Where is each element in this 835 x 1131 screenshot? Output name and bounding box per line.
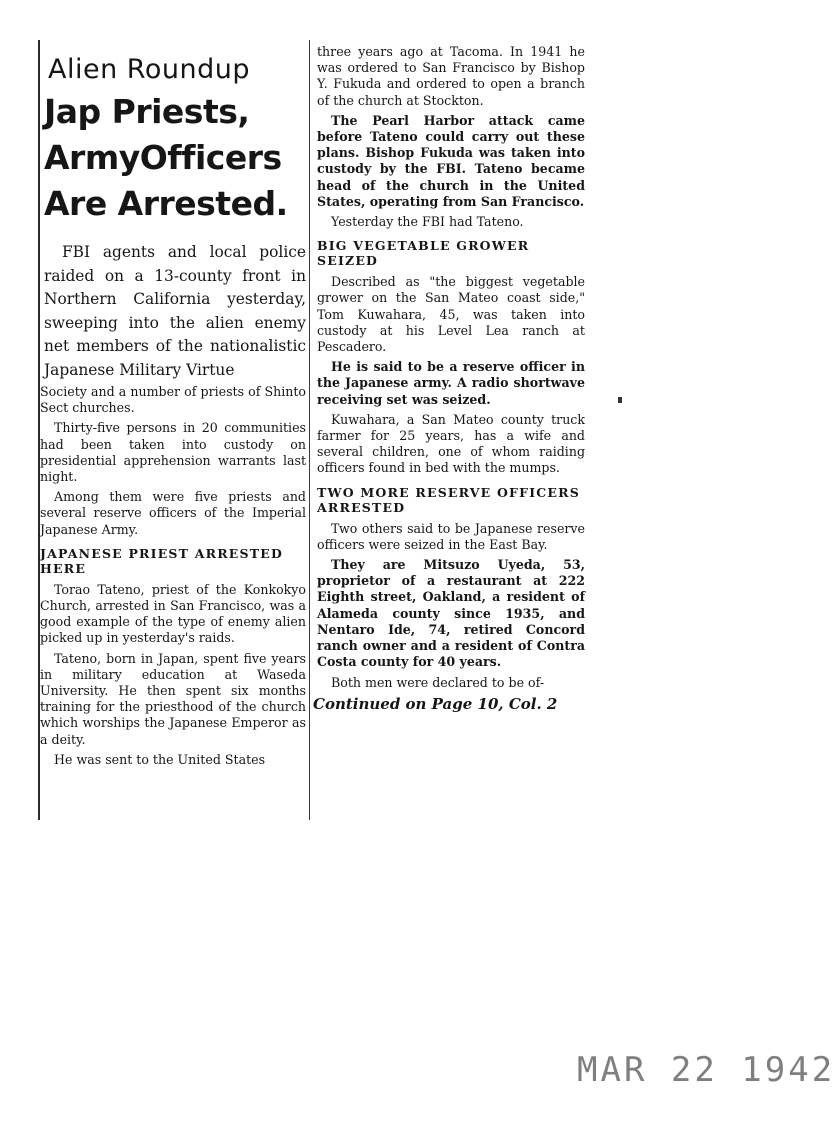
subheading-vegetable-grower: BIG VEGETABLE GROWER SEIZED xyxy=(317,238,530,269)
continuation-note: Continued on Page 10, Col. 2 xyxy=(313,694,558,713)
headline-line-3: Are Arrested. xyxy=(44,184,288,223)
ink-speck xyxy=(618,397,622,403)
headline-line-2: ArmyOfficers xyxy=(44,138,282,177)
paragraph: Torao Tateno, priest of the Konkokyo Church, arrested in San Francisco, was a good example of the type of enemy alien picked up in yesterday's raids. xyxy=(40,581,306,646)
paragraph: Both men were declared to be of- xyxy=(331,674,545,690)
headline-line-1: Jap Priests, xyxy=(44,92,250,131)
left-column xyxy=(36,40,306,772)
lead-paragraph-tail: Society and a number of priests of Shinto Sect churches. xyxy=(40,384,306,416)
paragraph: three years ago at Tacoma. In 1941 he was ordered to San Francisco by Bishop Y. Fukuda and ordered to open a branch of the church at Stockton. xyxy=(317,44,585,108)
paragraph: He was sent to the United States xyxy=(54,751,266,767)
paragraph-bold: He is said to be a reserve officer in the Japanese army. A radio shortwave receiving set was seized. xyxy=(317,359,585,407)
paragraph: Two others said to be Japanese reserve officers were seized in the East Bay. xyxy=(317,520,585,552)
paragraph: Kuwahara, a San Mateo county truck farmer for 25 years, has a wife and several children, one of whom raiding officers found in bed with the mumps. xyxy=(317,411,585,476)
headline xyxy=(44,89,306,227)
right-column xyxy=(313,44,585,713)
column-divider-rule xyxy=(309,40,310,820)
lead-paragraph: FBI agents and local police raided on a 13-county front in Northern California yesterday, sweeping into the alien enemy net members of the nationalistic Japanese Military Virtue xyxy=(44,243,306,379)
paragraph: Among them were five priests and several reserve officers of the Imperial Japanese Army. xyxy=(40,489,306,537)
paragraph: Tateno, born in Japan, spent five years in military education at Waseda University. He then spent six months training for the priesthood of the church which worships the Japanese Emperor as a deity. xyxy=(40,650,306,747)
paragraph-bold: The Pearl Harbor attack came before Tateno could carry out these plans. Bishop Fukuda was taken into custody by the FBI. Tateno became head of the church in the United States, operating from San Francisco. xyxy=(317,112,585,209)
paragraph: Described as "the biggest vegetable grower on the San Mateo coast side," Tom Kuwahara, 45, was taken into custody at his Level Lea ranch at Pescadero. xyxy=(317,274,585,355)
paragraph-bold: They are Mitsuzo Uyeda, 53, proprietor of a restaurant at 222 Eighth street, Oakland, a resident of Alameda county since 1935, and Nentaro Ide, 74, retired Concord ranch owner and a resident of Contra Costa county for 40 years. xyxy=(317,557,585,670)
kicker-heading: Alien Roundup xyxy=(48,54,250,85)
paragraph: Thirty-five persons in 20 communities had been taken into custody on presidential apprehension warrants last night. xyxy=(40,420,306,485)
date-stamp: MAR 22 1942 xyxy=(577,1050,835,1090)
subheading-reserve-officers: TWO MORE RESERVE OFFICERS ARRESTED xyxy=(317,484,580,515)
subheading-priest-arrested: JAPANESE PRIEST ARRESTED HERE xyxy=(40,545,284,576)
paragraph: Yesterday the FBI had Tateno. xyxy=(331,214,524,230)
